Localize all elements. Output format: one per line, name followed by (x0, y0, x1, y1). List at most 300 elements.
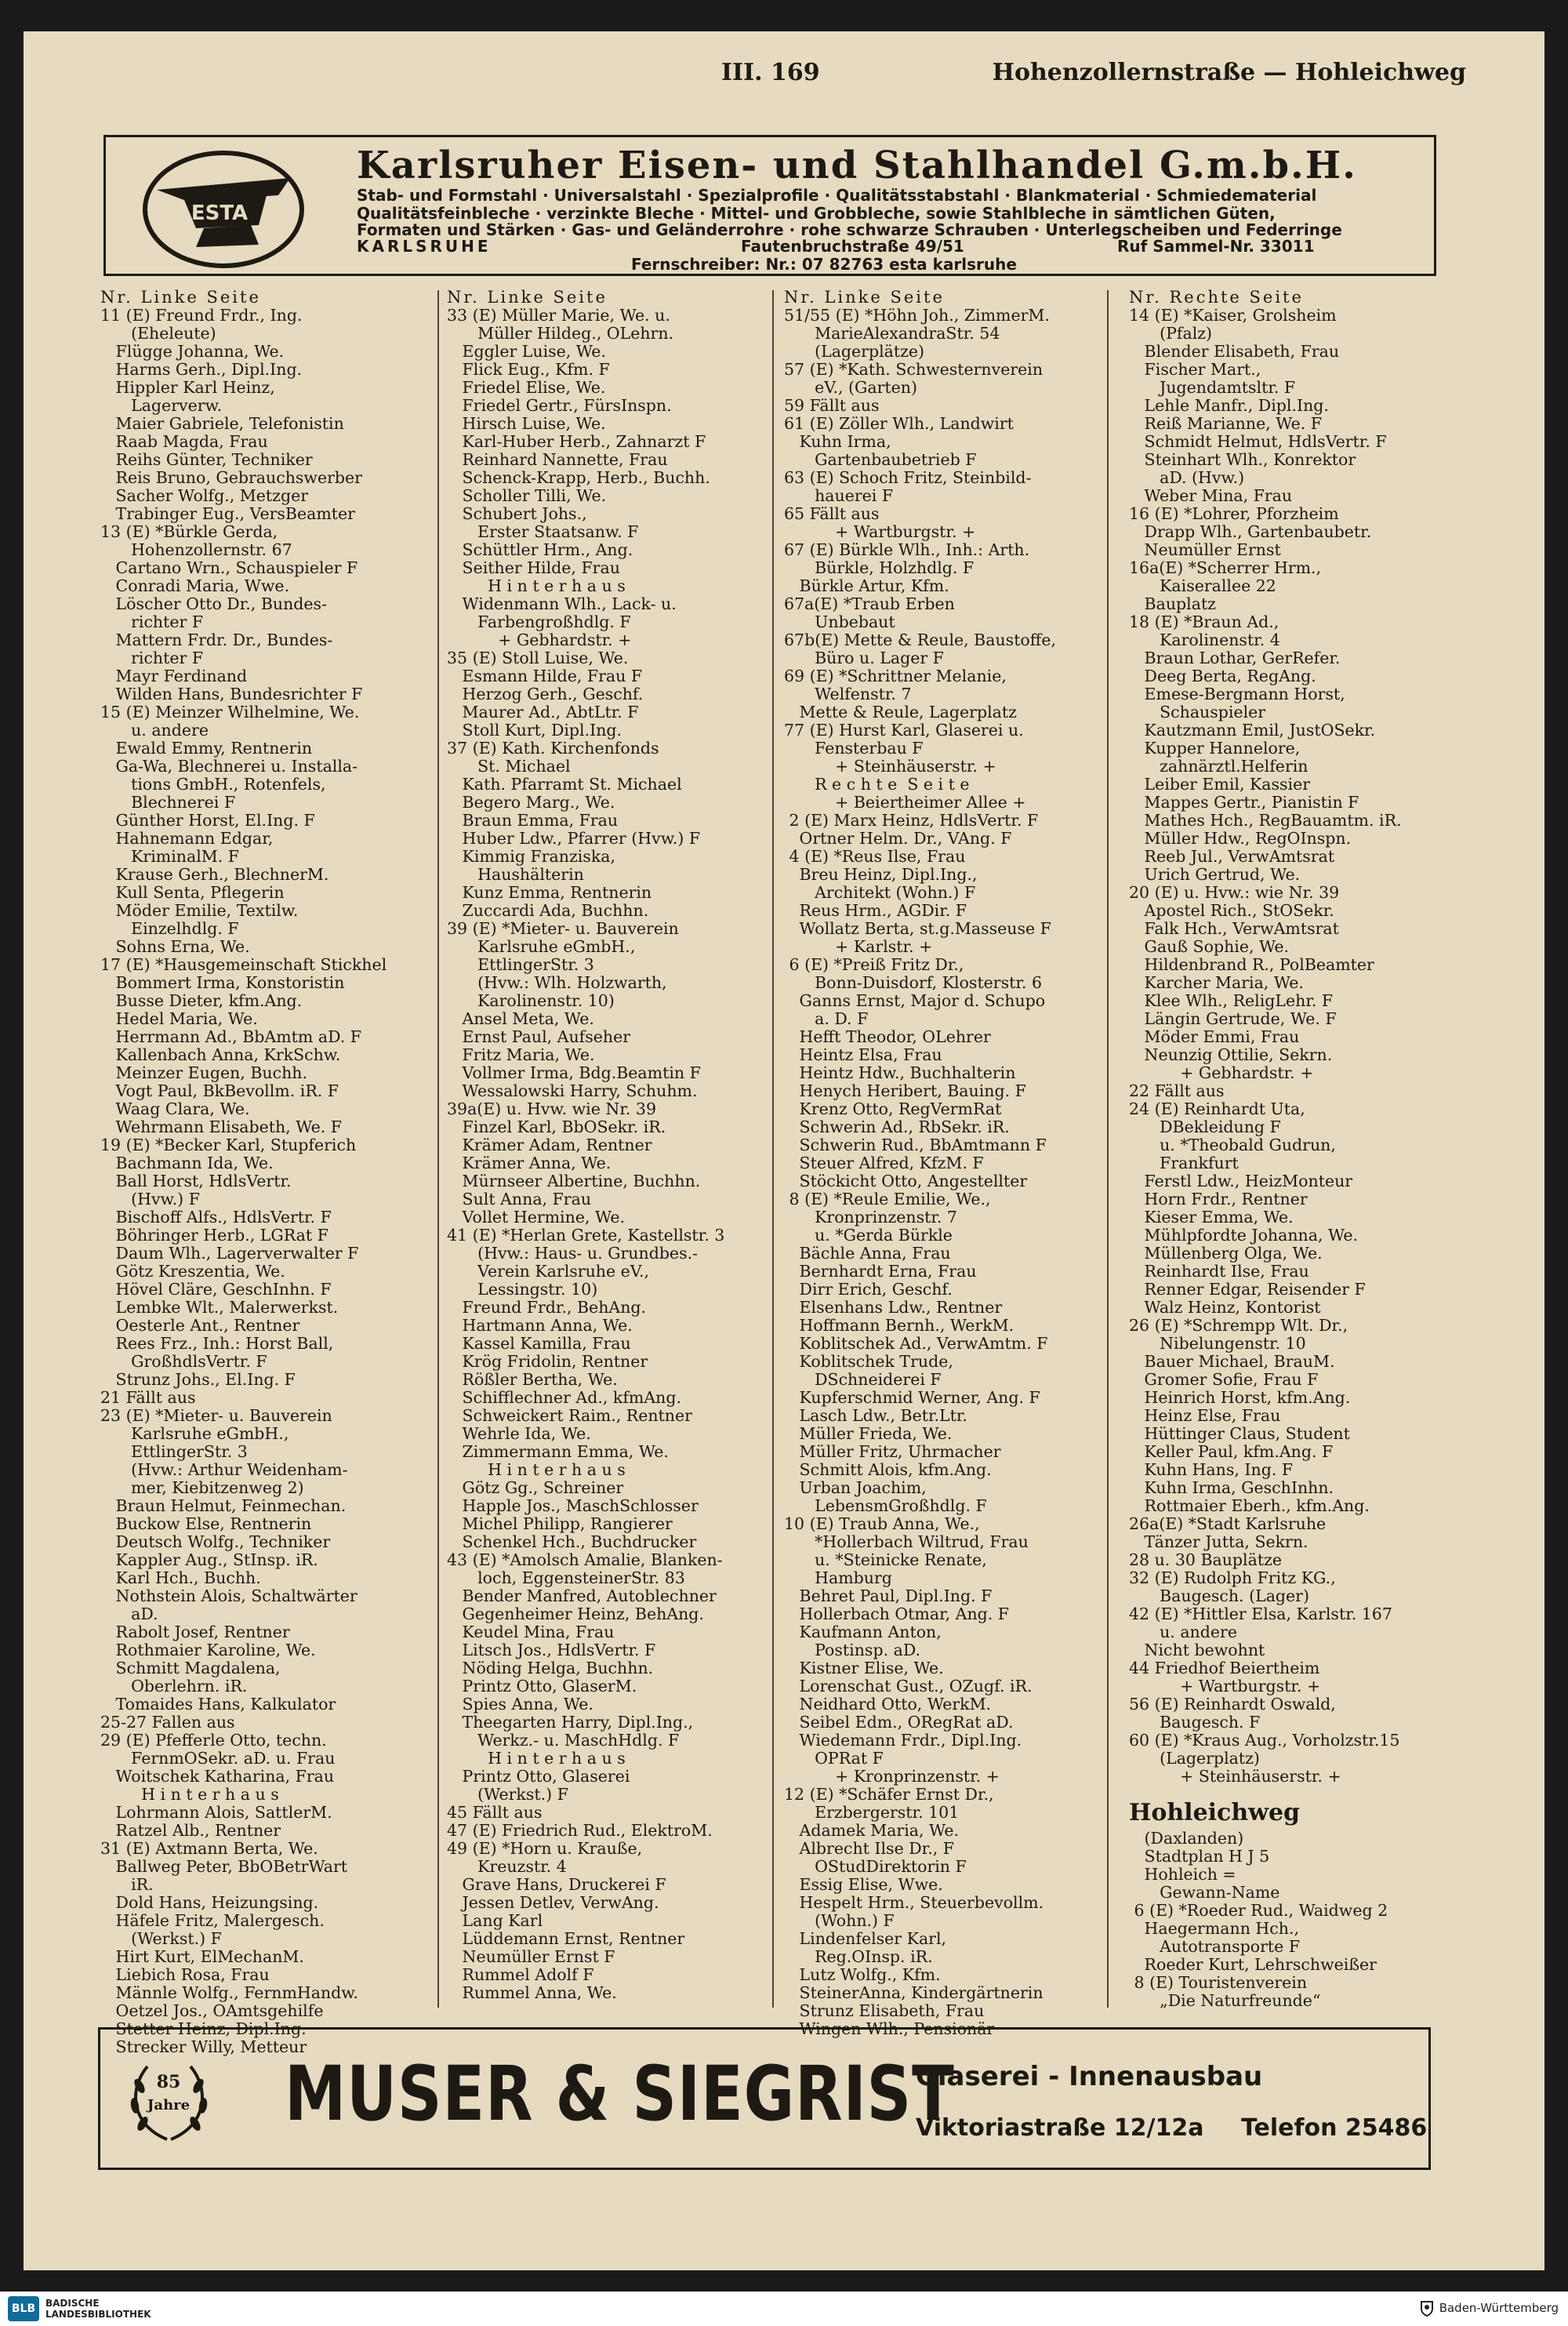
directory-entry: Stetter Heinz, Dipl.Ing. (100, 2020, 307, 2038)
directory-entry: Bachmann Ida, We. (100, 1154, 274, 1172)
directory-entry: Reus Hrm., AGDir. F (784, 902, 967, 920)
svg-text:ESTA: ESTA (191, 202, 249, 225)
directory-entry: Trabinger Eug., VersBeamter (100, 505, 355, 523)
directory-entry: 51/55 (E) *Höhn Joh., ZimmerM. (784, 307, 1050, 325)
directory-entry: 11 (E) Freund Frdr., Ing. (100, 307, 303, 325)
column-heading: Nr. Linke Seite (447, 288, 608, 307)
directory-entry: Bürkle, Holzhdlg. F (784, 559, 975, 577)
directory-column-2 (447, 289, 768, 2014)
directory-entry: Lüddemann Ernst, Rentner (447, 1930, 685, 1948)
directory-entry: Heintz Hdw., Buchhalterin (784, 1064, 1016, 1082)
state-name: Baden-Württemberg (1439, 2301, 1559, 2315)
directory-entry: + Wartburgstr. + (784, 523, 976, 541)
directory-entry: Reinhardt Ilse, Frau (1129, 1263, 1309, 1281)
directory-entry: Oetzel Jos., OAmtsgehilfe (100, 2002, 324, 2020)
directory-entry: Spies Anna, We. (447, 1695, 593, 1714)
directory-entry: Hartmann Anna, We. (447, 1317, 633, 1335)
directory-entry: aD. (100, 1605, 158, 1623)
directory-entry: a. D. F (784, 1010, 869, 1028)
directory-entry: Bernhardt Erna, Frau (784, 1263, 977, 1281)
directory-entry: Maurer Ad., AbtLtr. F (447, 703, 639, 721)
directory-entry: Götz Kreszentia, We. (100, 1263, 285, 1281)
directory-entry: (Wohn.) F (784, 1912, 895, 1930)
directory-entry: Deeg Berta, RegAng. (1129, 667, 1316, 685)
directory-entry: Müller Hdw., RegOInspn. (1129, 830, 1352, 848)
column-entries (784, 307, 1105, 2038)
directory-entry: Gauß Sophie, We. (1129, 938, 1290, 956)
directory-entry: Urban Joachim, (784, 1479, 927, 1497)
directory-entry: OStudDirektorin F (784, 1858, 967, 1876)
directory-entry: hauerei F (784, 487, 894, 505)
directory-entry: (Lagerplatz) (1129, 1750, 1260, 1768)
directory-entry: Daum Wlh., Lagerverwalter F (100, 1245, 359, 1263)
directory-entry: MarieAlexandraStr. 54 (784, 325, 1000, 343)
directory-entry: Blechnerei F (100, 794, 236, 812)
directory-entry: Tomaides Hans, Kalkulator (100, 1695, 336, 1714)
directory-entry: Cartano Wrn., Schauspieler F (100, 559, 358, 577)
directory-entry: Apostel Rich., StOSekr. (1129, 902, 1334, 920)
street-heading: Hohleichweg (1129, 1799, 1301, 1826)
directory-entry: Kupper Hannelore, (1129, 740, 1301, 758)
directory-entry: Conradi Maria, Wwe. (100, 577, 290, 595)
directory-entry: Kassel Kamilla, Frau (447, 1335, 631, 1353)
directory-entry: Oberlehrn. iR. (100, 1677, 248, 1695)
directory-entry: u. andere (100, 721, 209, 740)
directory-entry: Lasch Ldw., Betr.Ltr. (784, 1407, 967, 1425)
directory-entry: Deutsch Wolfg., Techniker (100, 1533, 331, 1551)
directory-entry: Stadtplan H J 5 (1129, 1848, 1270, 1866)
directory-entry: Finzel Karl, BbOSekr. iR. (447, 1118, 666, 1136)
directory-entry: Lorenschat Gust., OZugf. iR. (784, 1677, 1033, 1695)
directory-entry: Michel Philipp, Rangierer (447, 1515, 673, 1533)
directory-entry: Steinhart Wlh., Konrektor (1129, 451, 1356, 469)
directory-entry: Ansel Meta, We. (447, 1010, 594, 1028)
directory-entry: 67b(E) Mette & Reule, Baustoffe, (784, 631, 1056, 649)
directory-entry: Henych Heribert, Bauing. F (784, 1082, 1026, 1100)
directory-entry: Fischer Mart., (1129, 361, 1261, 379)
directory-entry: u. *Gerda Bürkle (784, 1227, 953, 1245)
directory-entry: Friedel Gertr., FürsInspn. (447, 397, 672, 415)
library-footer (0, 2291, 1568, 2326)
directory-entry: 56 (E) Reinhardt Oswald, (1129, 1695, 1336, 1714)
directory-entry: Hildenbrand R., PolBeamter (1129, 956, 1374, 974)
directory-entry: Reeb Jul., VerwAmtsrat (1129, 848, 1335, 866)
directory-entry: Theegarten Harry, Dipl.Ing., (447, 1714, 694, 1732)
directory-entry: Herzog Gerh., Geschf. (447, 685, 644, 703)
esta-company-name: Karlsruher Eisen- und Stahlhandel G.m.b.H. (357, 144, 1357, 187)
directory-entry: Kupferschmid Werner, Ang. F (784, 1389, 1040, 1407)
directory-entry: Häfele Fritz, Malergesch. (100, 1912, 325, 1930)
column-entries (100, 307, 430, 2056)
directory-entry: Essig Elise, Wwe. (784, 1876, 943, 1894)
directory-entry: Mühlpfordte Johanna, We. (1129, 1227, 1359, 1245)
directory-entry: Harms Gerh., Dipl.Ing. (100, 361, 303, 379)
column-heading: Nr. Rechte Seite (1129, 288, 1304, 307)
directory-entry: Seither Hilde, Frau (447, 559, 620, 577)
directory-entry: Liebich Rosa, Frau (100, 1966, 270, 1984)
directory-entry: Horn Frdr., Rentner (1129, 1190, 1308, 1208)
directory-entry: EttlingerStr. 3 (447, 956, 594, 974)
page-number: III. 169 (721, 59, 820, 86)
directory-entry: Werkz.- u. MaschHdlg. F (447, 1732, 680, 1750)
directory-entry: 39 (E) *Mieter- u. Bauverein (447, 920, 679, 938)
directory-entry: Bächle Anna, Frau (784, 1245, 951, 1263)
directory-entry: 67 (E) Bürkle Wlh., Inh.: Arth. (784, 541, 1030, 559)
directory-entry: Bauer Michael, BrauM. (1129, 1353, 1335, 1371)
directory-entry: St. Michael (447, 758, 571, 776)
directory-entry: richter F (100, 649, 204, 667)
directory-entry: 42 (E) *Hittler Elsa, Karlstr. 167 (1129, 1605, 1392, 1623)
directory-entry: Freund Frdr., BehAng. (447, 1299, 647, 1317)
directory-entry: 4 (E) *Reus Ilse, Frau (784, 848, 966, 866)
directory-entry: Schenck-Krapp, Herb., Buchh. (447, 469, 710, 487)
directory-entry: Leiber Emil, Kassier (1129, 776, 1311, 794)
directory-entry: Verein Karlsruhe eV., (447, 1263, 650, 1281)
directory-entry: Raab Magda, Frau (100, 433, 268, 451)
directory-entry: Kimmig Franziska, (447, 848, 615, 866)
directory-entry: 59 Fällt aus (784, 397, 880, 415)
directory-entry: 26 (E) *Schrempp Wlt. Dr., (1129, 1317, 1348, 1335)
directory-entry: Kieser Emma, We. (1129, 1208, 1294, 1227)
directory-entry: Schwerin Ad., RbSekr. iR. (784, 1118, 1010, 1136)
directory-entry: H i n t e r h a u s (447, 577, 626, 595)
directory-entry: Kath. Pfarramt St. Michael (447, 776, 682, 794)
directory-entry: Steuer Alfred, KfzM. F (784, 1154, 984, 1172)
directory-entry: Müllenberg Olga, We. (1129, 1245, 1323, 1263)
directory-entry: 65 Fällt aus (784, 505, 880, 523)
directory-entry: Heinz Else, Frau (1129, 1407, 1281, 1425)
directory-entry: Klee Wlh., ReligLehr. F (1129, 992, 1334, 1010)
directory-entry: Frankfurt (1129, 1154, 1239, 1172)
directory-entry: Unbebaut (784, 613, 895, 631)
muser-siegrist-name: MUSER & SIEGRIST (285, 2050, 955, 2138)
directory-entry: Stöckicht Otto, Angestellter (784, 1172, 1028, 1190)
directory-entry: 10 (E) Traub Anna, We., (784, 1515, 980, 1533)
directory-entry: Sohns Erna, We. (100, 938, 250, 956)
directory-entry: Flick Eug., Kfm. F (447, 361, 610, 379)
directory-entry: Karlsruhe eGmbH., (100, 1425, 289, 1443)
directory-entry: Kallenbach Anna, KrkSchw. (100, 1046, 341, 1064)
directory-entry: Schifflechner Ad., kfmAng. (447, 1389, 681, 1407)
directory-entry: Busse Dieter, kfm.Ang. (100, 992, 303, 1010)
column-entries (1129, 307, 1458, 1786)
directory-entry: Vollet Hermine, We. (447, 1208, 626, 1227)
directory-entry: Widenmann Wlh., Lack- u. (447, 595, 677, 613)
directory-entry: Friedel Elise, We. (447, 379, 606, 397)
directory-entry: Mathes Hch., RegBauamtm. iR. (1129, 812, 1402, 830)
directory-entry: Welfenstr. 7 (784, 685, 912, 703)
directory-entry: KriminalM. F (100, 848, 239, 866)
directory-entry: Koblitschek Trude, (784, 1353, 953, 1371)
directory-entry: (Eheleute) (100, 325, 216, 343)
directory-entry: Strunz Elisabeth, Frau (784, 2002, 985, 2020)
directory-entry: 19 (E) *Becker Karl, Stupferich (100, 1136, 357, 1154)
directory-entry: Bürkle Artur, Kfm. (784, 577, 949, 595)
directory-entry: 29 (E) Pfefferle Otto, techn. (100, 1732, 327, 1750)
directory-entry: Möder Emilie, Textilw. (100, 902, 299, 920)
directory-entry: Nicht bewohnt (1129, 1641, 1265, 1659)
directory-entry: Reihs Günter, Techniker (100, 451, 313, 469)
directory-entry: Sult Anna, Frau (447, 1190, 592, 1208)
directory-entry: Möder Emmi, Frau (1129, 1028, 1300, 1046)
directory-entry: Schmidt Helmut, HdlsVertr. F (1129, 433, 1387, 451)
directory-entry: Schauspieler (1129, 703, 1266, 721)
directory-entry: Wollatz Berta, st.g.Masseuse F (784, 920, 1051, 938)
directory-entry: 67a(E) *Traub Erben (784, 595, 955, 613)
directory-entry: + Wartburgstr. + (1129, 1677, 1321, 1695)
column-heading: Nr. Linke Seite (100, 288, 261, 307)
directory-entry: Elsenhans Ldw., Rentner (784, 1299, 1003, 1317)
directory-entry: + Kronprinzenstr. + (784, 1768, 1000, 1786)
directory-entry: iR. (100, 1876, 154, 1894)
directory-entry: (Daxlanden) (1129, 1830, 1244, 1848)
directory-entry: richter F (100, 613, 204, 631)
esta-products-line2: Qualitätsfeinbleche · verzinkte Bleche · Mittel- und Grobbleche, sowie Stahlbleche in sämtlichen Güten, (357, 204, 1276, 223)
directory-entry: Nöding Helga, Buchhn. (447, 1659, 654, 1677)
directory-entry: Kreuzstr. 4 (447, 1858, 567, 1876)
directory-entry: DSchneiderei F (784, 1371, 942, 1389)
directory-entry: Fritz Maria, We. (447, 1046, 595, 1064)
directory-entry: Wiedemann Frdr., Dipl.Ing. (784, 1732, 1022, 1750)
directory-entry: Wingen Wlh., Pensionär (784, 2020, 995, 2038)
directory-entry: 61 (E) Zöller Wlh., Landwirt (784, 415, 1014, 433)
directory-entry: zahnärztl.Helferin (1129, 758, 1308, 776)
directory-entry: Neumüller Ernst F (447, 1948, 615, 1966)
directory-entry: Haegermann Hch., (1129, 1920, 1300, 1938)
directory-entry: Begero Marg., We. (447, 794, 615, 812)
directory-entry: Günther Horst, El.Ing. F (100, 812, 315, 830)
advertisement-muser-siegrist (98, 2027, 1431, 2170)
directory-entry: EttlingerStr. 3 (100, 1443, 248, 1461)
directory-entry: Hefft Theodor, OLehrer (784, 1028, 991, 1046)
directory-entry: Reg.OInsp. iR. (784, 1948, 933, 1966)
directory-entry: Rummel Adolf F (447, 1966, 594, 1984)
directory-entry: Walz Heinz, Kontorist (1129, 1299, 1321, 1317)
directory-entry: Dirr Erich, Geschf. (784, 1281, 953, 1299)
directory-entry: (Hvw.: Arthur Weidenham- (100, 1461, 348, 1479)
directory-entry: R e c h t e S e i t e (784, 776, 970, 794)
directory-entry: 57 (E) *Kath. Schwesternverein (784, 361, 1044, 379)
directory-entry: Neunzig Ottilie, Sekrn. (1129, 1046, 1333, 1064)
directory-entry: *Hollerbach Wiltrud, Frau (784, 1533, 1029, 1551)
directory-entry: Eggler Luise, We. (447, 343, 606, 361)
directory-entry: Emese-Bergmann Horst, (1129, 685, 1345, 703)
directory-entry: 12 (E) *Schäfer Ernst Dr., (784, 1786, 994, 1804)
directory-entry: Wehrle Ida, We. (447, 1425, 591, 1443)
directory-entry: Hespelt Hrm., Steuerbevollm. (784, 1894, 1044, 1912)
directory-entry: Bischoff Alfs., HdlsVertr. F (100, 1208, 332, 1227)
directory-entry: 18 (E) *Braun Ad., (1129, 613, 1279, 631)
directory-entry: Dold Hans, Heizungsing. (100, 1894, 319, 1912)
directory-entry: Löscher Otto Dr., Bundes- (100, 595, 328, 613)
directory-entry: loch, EggensteinerStr. 83 (447, 1569, 685, 1587)
directory-entry: Happle Jos., MaschSchlosser (447, 1497, 699, 1515)
directory-entry: Ernst Paul, Aufseher (447, 1028, 631, 1046)
directory-entry: Bender Manfred, Autoblechner (447, 1587, 717, 1605)
directory-entry: Müller Frieda, We. (784, 1425, 953, 1443)
directory-entry: SteinerAnna, Kindergärtnerin (784, 1984, 1044, 2002)
directory-entry: Neidhard Otto, WerkM. (784, 1695, 992, 1714)
directory-entry: Krämer Adam, Rentner (447, 1136, 652, 1154)
directory-entry: Woitschek Katharina, Frau (100, 1768, 335, 1786)
directory-entry: H i n t e r h a u s (447, 1750, 626, 1768)
directory-entry: Blender Elisabeth, Frau (1129, 343, 1340, 361)
directory-entry: 35 (E) Stoll Luise, We. (447, 649, 629, 667)
directory-entry: Lessingstr. 10) (447, 1281, 598, 1299)
directory-entry: Kull Senta, Pflegerin (100, 884, 285, 902)
directory-entry: (Werkst.) F (447, 1786, 568, 1804)
directory-entry: 20 (E) u. Hvw.: wie Nr. 39 (1129, 884, 1340, 902)
directory-entry: H i n t e r h a u s (100, 1786, 279, 1804)
directory-entry: 21 Fällt aus (100, 1389, 196, 1407)
muser-address: Viktoriastraße 12/12a (916, 2114, 1204, 2142)
directory-entry: u. andere (1129, 1623, 1237, 1641)
directory-entry: Wessalowski Harry, Schuhm. (447, 1082, 698, 1100)
directory-entry: Maier Gabriele, Telefonistin (100, 415, 344, 433)
directory-entry: Krenz Otto, RegVermRat (784, 1100, 1002, 1118)
directory-entry: Schmitt Magdalena, (100, 1659, 281, 1677)
directory-entry: 22 Fällt aus (1129, 1082, 1225, 1100)
directory-entry: Männle Wolfg., FernmHandw. (100, 1984, 358, 2002)
directory-entry: 33 (E) Müller Marie, We. u. (447, 307, 670, 325)
directory-entry: 25-27 Fallen aus (100, 1714, 235, 1732)
directory-entry: Gegenheimer Heinz, BehAng. (447, 1605, 704, 1623)
directory-entry: Gewann-Name (1129, 1884, 1280, 1902)
directory-entry: Schenkel Hch., Buchdrucker (447, 1533, 697, 1551)
directory-entry: Rees Frz., Inh.: Horst Ball, (100, 1335, 334, 1353)
directory-entry: Urich Gertrud, We. (1129, 866, 1301, 884)
directory-entry: 47 (E) Friedrich Rud., ElektroM. (447, 1822, 713, 1840)
directory-entry: Kronprinzenstr. 7 (784, 1208, 957, 1227)
directory-entry: aD. (Hvw.) (1129, 469, 1245, 487)
directory-entry: Reis Bruno, Gebrauchswerber (100, 469, 362, 487)
muser-phone: Telefon 25486 (1241, 2114, 1428, 2142)
directory-entry: Rabolt Josef, Rentner (100, 1623, 290, 1641)
directory-entry: Zimmermann Emma, We. (447, 1443, 669, 1461)
directory-entry: Jugendamtsltr. F (1129, 379, 1296, 397)
directory-entry: Baugesch. F (1129, 1714, 1261, 1732)
directory-entry: Karl-Huber Herb., Zahnarzt F (447, 433, 706, 451)
directory-entry: 16a(E) *Scherrer Hrm., (1129, 559, 1322, 577)
directory-entry: Böhringer Herb., LGRat F (100, 1227, 328, 1245)
directory-entry: Bonn-Duisdorf, Klosterstr. 6 (784, 974, 1042, 992)
directory-entry: Keller Paul, kfm.Ang. F (1129, 1443, 1334, 1461)
directory-entry: Wilden Hans, Bundesrichter F (100, 685, 363, 703)
directory-entry: Breu Heinz, Dipl.Ing., (784, 866, 978, 884)
directory-entry: Kistner Elise, We. (784, 1659, 944, 1677)
directory-entry: + Beiertheimer Allee + (784, 794, 1026, 812)
directory-entry: Keudel Mina, Frau (447, 1623, 615, 1641)
esta-city: KARLSRUHE (357, 237, 492, 256)
directory-entry: Kappler Aug., StInsp. iR. (100, 1551, 318, 1569)
directory-entry: eV., (Garten) (784, 379, 917, 397)
directory-entry: Karolinenstr. 4 (1129, 631, 1280, 649)
lion-crest-icon (1419, 2299, 1435, 2317)
directory-entry: Kuhn Irma, (784, 433, 891, 451)
directory-entry: Hippler Karl Heinz, (100, 379, 275, 397)
directory-entry: Rottmaier Eberh., kfm.Ang. (1129, 1497, 1370, 1515)
directory-entry: 6 (E) *Roeder Rud., Waidweg 2 (1129, 1902, 1388, 1920)
directory-entry: Ballweg Peter, BbOBetrWart (100, 1858, 347, 1876)
directory-entry: Gartenbaubetrieb F (784, 451, 977, 469)
directory-entry: 17 (E) *Hausgemeinschaft Stickhel (100, 956, 387, 974)
directory-entry: Strecker Willy, Metteur (100, 2038, 307, 2056)
directory-entry: 43 (E) *Amolsch Amalie, Blanken- (447, 1551, 723, 1569)
directory-entry: Kaiserallee 22 (1129, 577, 1276, 595)
directory-entry: Drapp Wlh., Gartenbaubetr. (1129, 523, 1372, 541)
directory-entry: Schweickert Raim., Rentner (447, 1407, 692, 1425)
directory-entry: Schüttler Hrm., Ang. (447, 541, 633, 559)
directory-entry: Nothstein Alois, Schaltwärter (100, 1587, 358, 1605)
directory-entry: Hirt Kurt, ElMechanM. (100, 1948, 304, 1966)
directory-entry: Schmitt Alois, kfm.Ang. (784, 1461, 992, 1479)
directory-entry: + Gebhardstr. + (447, 631, 632, 649)
directory-entry: Hedel Maria, We. (100, 1010, 258, 1028)
directory-entry: Vollmer Irma, Bdg.Beamtin F (447, 1064, 701, 1082)
directory-entry: Oesterle Ant., Rentner (100, 1317, 300, 1335)
directory-entry: Mayr Ferdinand (100, 667, 248, 685)
directory-entry: Krög Fridolin, Rentner (447, 1353, 648, 1371)
directory-entry: 14 (E) *Kaiser, Grolsheim (1129, 307, 1337, 325)
directory-entry: Zuccardi Ada, Buchhn. (447, 902, 649, 920)
column-divider (1107, 290, 1109, 2008)
directory-entry: Hohleich = (1129, 1866, 1236, 1884)
directory-column-4 (1129, 289, 1458, 2014)
directory-entry: Flügge Johanna, We. (100, 343, 285, 361)
directory-entry: + Gebhardstr. + (1129, 1064, 1314, 1082)
directory-entry: 49 (E) *Horn u. Krauße, (447, 1840, 643, 1858)
directory-entry: 13 (E) *Bürkle Gerda, (100, 523, 278, 541)
directory-entry: Hirsch Luise, We. (447, 415, 606, 433)
directory-entry: Tänzer Jutta, Sekrn. (1129, 1533, 1308, 1551)
directory-entry: 26a(E) *Stadt Karlsruhe (1129, 1515, 1327, 1533)
directory-entry: Hamburg (784, 1569, 892, 1587)
directory-entry: Reiß Marianne, We. F (1129, 415, 1323, 433)
directory-entry: Kautzmann Emil, JustOSekr. (1129, 721, 1376, 740)
directory-entry: Neumüller Ernst (1129, 541, 1281, 559)
directory-entry: + Steinhäuserstr. + (1129, 1768, 1341, 1786)
directory-entry: Krämer Anna, We. (447, 1154, 612, 1172)
directory-entry: Einzelhdlg. F (100, 920, 239, 938)
directory-entry: mer, Kiebitzenweg 2) (100, 1479, 304, 1497)
directory-entry: 6 (E) *Preiß Fritz Dr., (784, 956, 964, 974)
directory-entry: Strunz Johs., El.Ing. F (100, 1371, 296, 1389)
directory-entry: 2 (E) Marx Heinz, HdlsVertr. F (784, 812, 1039, 830)
directory-entry: 31 (E) Axtmann Berta, We. (100, 1840, 318, 1858)
directory-entry: OPRat F (784, 1750, 884, 1768)
directory-entry: Litsch Jos., HdlsVertr. F (447, 1641, 656, 1659)
directory-entry: Esmann Hilde, Frau F (447, 667, 643, 685)
directory-entry: Müller Fritz, Uhrmacher (784, 1443, 1001, 1461)
directory-entry: 60 (E) *Kraus Aug., Vorholzstr.15 (1129, 1732, 1400, 1750)
directory-entry: 45 Fällt aus (447, 1804, 543, 1822)
directory-entry: Erster Staatsanw. F (447, 523, 639, 541)
directory-column-3 (784, 288, 1105, 2038)
directory-entry: Kuhn Hans, Ing. F (1129, 1461, 1294, 1479)
directory-entry: 24 (E) Reinhardt Uta, (1129, 1100, 1305, 1118)
directory-entry: 15 (E) Meinzer Wilhelmine, We. (100, 703, 360, 721)
directory-entry: Kaufmann Anton, (784, 1623, 942, 1641)
directory-entry: Adamek Maria, We. (784, 1822, 960, 1840)
directory-entry: 28 u. 30 Bauplätze (1129, 1551, 1283, 1569)
directory-entry: (Hvw.: Haus- u. Grundbes.- (447, 1245, 699, 1263)
directory-entry: Fensterbau F (784, 740, 924, 758)
directory-column-1 (100, 288, 430, 2056)
directory-entry: GroßhdlsVertr. F (100, 1353, 267, 1371)
directory-entry: 23 (E) *Mieter- u. Bauverein (100, 1407, 332, 1425)
directory-entry: (Lagerplätze) (784, 343, 925, 361)
directory-entry: Gromer Sofie, Frau F (1129, 1371, 1319, 1389)
